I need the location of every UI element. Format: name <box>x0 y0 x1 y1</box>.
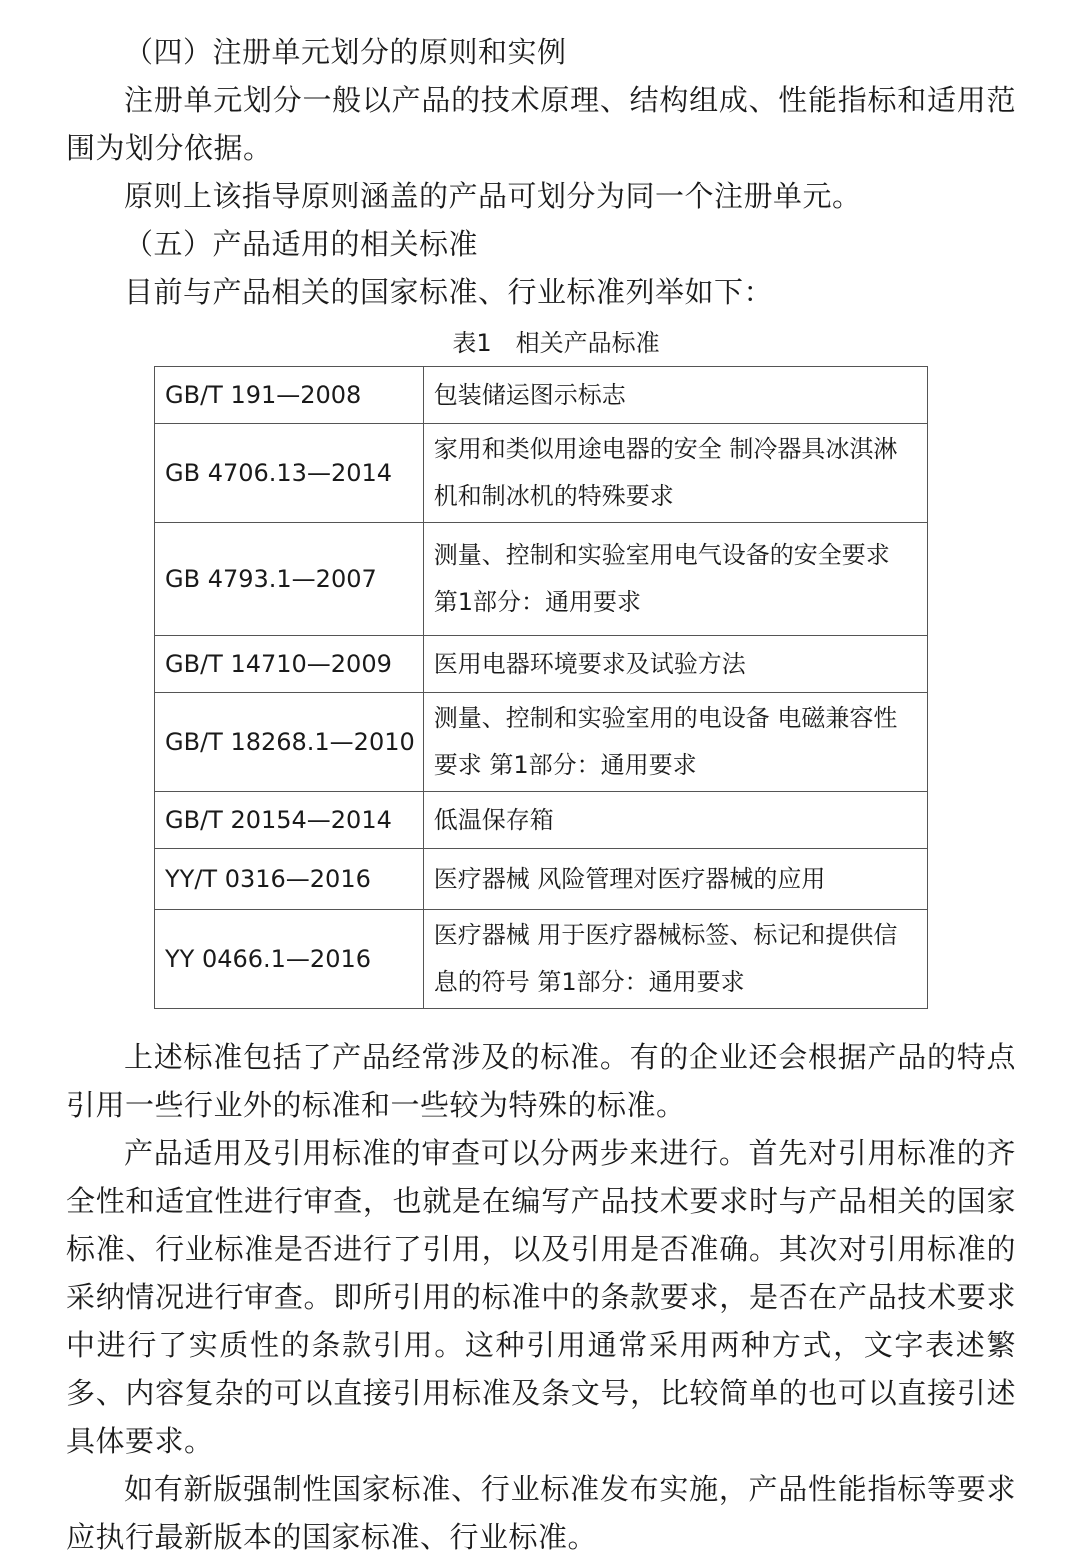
paragraph-unit-basis: 注册单元划分一般以产品的技术原理、结构组成、性能指标和适用范围为划分依据。 <box>66 83 1016 165</box>
standard-title: 医疗器械 风险管理对医疗器械的应用 <box>423 849 927 910</box>
section-heading-4: （四）注册单元划分的原则和实例 <box>124 35 567 69</box>
standard-title: 低温保存箱 <box>423 792 927 849</box>
standard-code: GB/T 20154—2014 <box>155 792 424 849</box>
table-row <box>155 636 928 693</box>
paragraph-new-standards: 如有新版强制性国家标准、行业标准发布实施，产品性能指标等要求应执行最新版本的国家标准、行业标准。 <box>66 1472 1016 1554</box>
standard-code: GB 4793.1—2007 <box>155 523 424 636</box>
standards-table <box>154 366 928 1009</box>
table-row <box>155 910 928 1009</box>
paragraph-standards-scope: 上述标准包括了产品经常涉及的标准。有的企业还会根据产品的特点引用一些行业外的标准和一些较为特殊的标准。 <box>66 1040 1016 1122</box>
document-page <box>66 28 1016 1561</box>
standard-code: YY 0466.1—2016 <box>155 910 424 1009</box>
standard-code: GB 4706.13—2014 <box>155 424 424 523</box>
section-heading-5: （五）产品适用的相关标准 <box>124 227 479 261</box>
table-row <box>155 424 928 523</box>
paragraph-standards-intro: 目前与产品相关的国家标准、行业标准列举如下： <box>124 275 774 309</box>
table-row <box>155 849 928 910</box>
table-row <box>155 792 928 849</box>
table-row <box>155 367 928 424</box>
standard-title: 测量、控制和实验室用电气设备的安全要求 第1部分：通用要求 <box>423 523 927 636</box>
paragraph-review-steps: 产品适用及引用标准的审查可以分两步来进行。首先对引用标准的齐全性和适宜性进行审查，也就是在编写产品技术要求时与产品相关的国家标准、行业标准是否进行了引用，以及引用是否准确。其次对引用标准的采纳情况进行审查。即所引用的标准中的条款要求，是否在产品技术要求中进行了实质性的条款引用。这种引用通常采用两种方式，文字表述繁多、内容复杂的可以直接引用标准及条文号，比较简单的也可以直接引述具体要求。 <box>66 1136 1016 1458</box>
standard-code: GB/T 14710—2009 <box>155 636 424 693</box>
standard-code: YY/T 0316—2016 <box>155 849 424 910</box>
table-caption: 表1 相关产品标准 <box>452 329 660 357</box>
standard-title: 医用电器环境要求及试验方法 <box>423 636 927 693</box>
paragraph-unit-principle: 原则上该指导原则涵盖的产品可划分为同一个注册单元。 <box>124 179 862 213</box>
standard-code: GB/T 18268.1—2010 <box>155 693 424 792</box>
standard-title: 家用和类似用途电器的安全 制冷器具冰淇淋机和制冰机的特殊要求 <box>423 424 927 523</box>
standard-title: 医疗器械 用于医疗器械标签、标记和提供信息的符号 第1部分：通用要求 <box>423 910 927 1009</box>
standard-code: GB/T 191—2008 <box>155 367 424 424</box>
table-row <box>155 523 928 636</box>
standard-title: 测量、控制和实验室用的电设备 电磁兼容性要求 第1部分：通用要求 <box>423 693 927 792</box>
table-row <box>155 693 928 792</box>
standard-title: 包装储运图示标志 <box>423 367 927 424</box>
